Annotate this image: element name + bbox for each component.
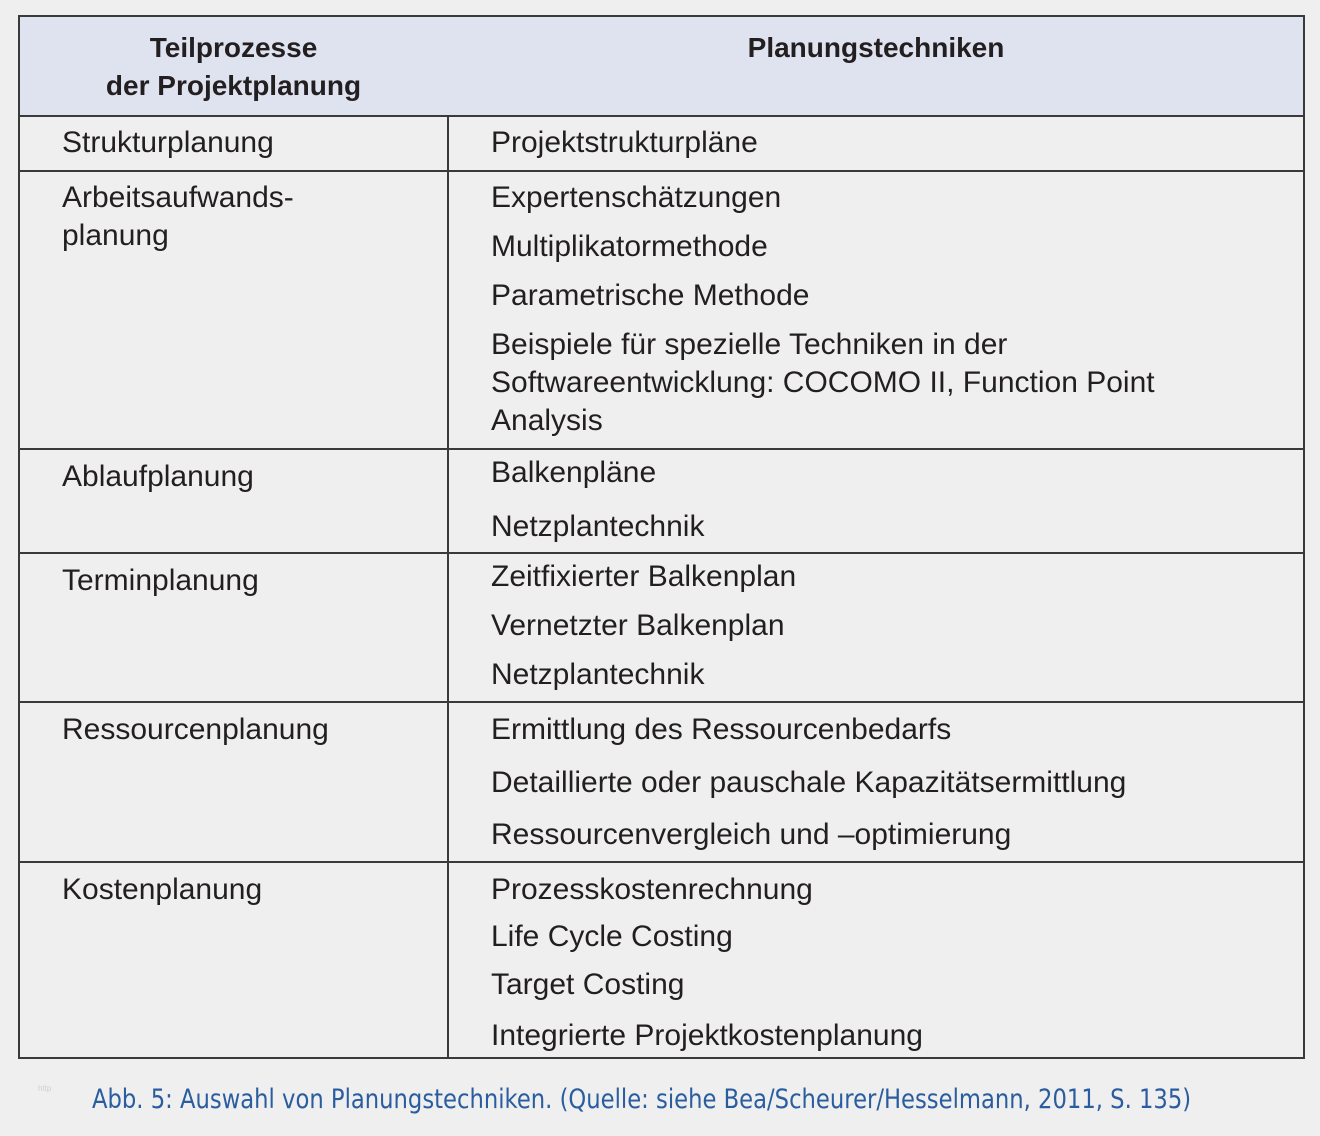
subprocess-label-line2: planung [62,219,169,252]
header-subprocesses-line1: Teilprozesse [149,32,318,63]
table-header-row [20,17,1303,117]
table-row [20,117,1303,172]
table-row [20,450,1303,554]
technique-item: Beispiele für spezielle Techniken in der [491,328,1008,361]
header-subprocesses [20,17,447,115]
technique-item: Zeitfixierter Balkenplan [491,560,797,593]
subprocess-label-line1: Arbeitsaufwands- [62,181,294,214]
table-row [20,863,1303,1059]
technique-item: Expertenschätzungen [491,181,782,214]
technique-item: Detaillierte oder pauschale Kapazitätsermittlung [491,766,1127,799]
subprocess-label: Strukturplanung [62,126,274,159]
technique-item: Integrierte Projektkostenplanung [491,1019,923,1052]
technique-item: Vernetzter Balkenplan [491,609,785,642]
technique-item: Parametrische Methode [491,279,810,312]
planning-techniques-table [18,15,1305,1059]
technique-item: Softwareentwicklung: COCOMO II, Function Point [491,366,1155,399]
subprocess-label: Ablaufplanung [62,460,254,493]
technique-item: Ressourcenvergleich und –optimierung [491,818,1012,851]
technique-item: Netzplantechnik [491,510,705,543]
table-row [20,554,1303,703]
header-techniques-label: Planungstechniken [747,32,1005,63]
subprocess-label [62,179,432,255]
watermark: http [38,1084,52,1093]
technique-item: Multiplikatormethode [491,230,768,263]
subprocess-label: Kostenplanung [62,873,263,906]
technique-item: Balkenpläne [491,456,657,489]
subprocess-label: Terminplanung [62,564,259,597]
technique-item: Analysis [491,404,603,437]
figure-caption: Abb. 5: Auswahl von Planungstechniken. (Quelle: siehe Bea/Scheurer/Hesselmann, 2011, S. 135) [92,1084,1192,1115]
technique-item: Life Cycle Costing [491,920,733,953]
subprocess-label: Ressourcenplanung [62,713,329,746]
header-techniques [449,17,1303,115]
technique-item: Ermittlung des Ressourcenbedarfs [491,713,952,746]
table-row [20,172,1303,450]
technique-item: Netzplantechnik [491,658,705,691]
table-row [20,703,1303,863]
technique-item: Target Costing [491,968,685,1001]
technique-item: Projektstrukturpläne [491,126,758,159]
technique-item: Prozesskostenrechnung [491,873,813,906]
header-subprocesses-line2: der Projektplanung [105,70,362,101]
